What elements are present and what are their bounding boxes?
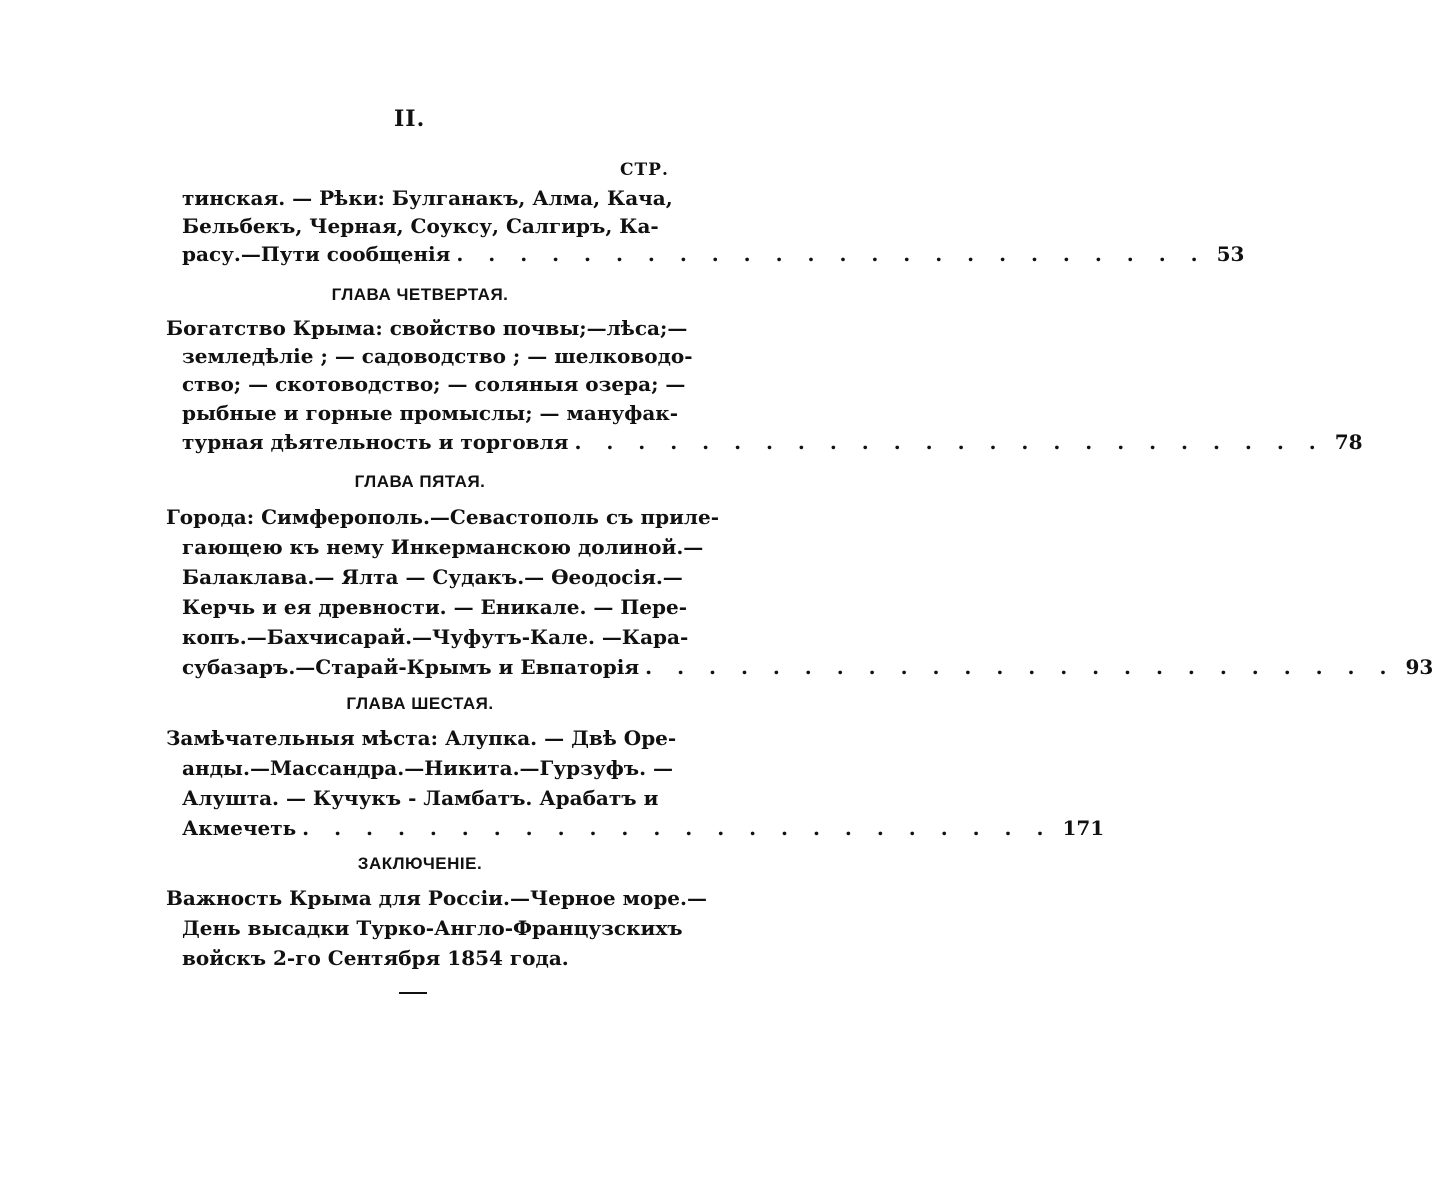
toc-entry-line: рыбные и горные промыслы; — мануфак- (182, 401, 679, 425)
dot-leader: . . . . . . . . . . . . . . . . . . . . . . . . (574, 430, 1325, 454)
page-column-label: СТР. (620, 160, 669, 180)
toc-entry-text: расу.—Пути сообщенія (182, 242, 451, 266)
toc-page-ref: 93 (1405, 655, 1433, 679)
toc-entry-last-line (182, 240, 1245, 268)
chapter-heading: ЗАКЛЮЧЕНІЕ. (357, 854, 483, 873)
toc-entry-text: Акмечеть (182, 816, 297, 840)
chapter-heading: ГЛАВА ПЯТАЯ. (354, 472, 486, 491)
dot-leader: . . . . . . . . . . . . . . . . . . . . . . . . (456, 242, 1207, 266)
toc-entry-last-line (182, 653, 1433, 681)
chapter-heading: ГЛАВА ЧЕТВЕРТАЯ. (331, 285, 509, 304)
toc-entry-line: анды.—Массандра.—Никита.—Гурзуфъ. — (182, 756, 674, 780)
toc-entry-line: Города: Симферополь.—Севастополь съ приле- (166, 505, 720, 529)
toc-entry-line: Важность Крыма для Россіи.—Черное море.— (166, 886, 707, 910)
toc-entry-line: земледѣліе ; — садоводство ; — шелководо- (182, 344, 693, 368)
toc-page-ref: 53 (1216, 242, 1245, 266)
toc-entry-line: Алушта. — Кучукъ - Ламбатъ. Арабатъ и (182, 786, 659, 810)
toc-page-ref: 78 (1334, 430, 1363, 454)
toc-entry-line: гающею къ нему Инкерманскою долиной.— (182, 535, 704, 559)
toc-entry-text: субазаръ.—Старай-Крымъ и Евпаторія (182, 655, 640, 679)
toc-page-ref: 171 (1062, 816, 1105, 840)
toc-entry-text: турная дѣятельность и торговля (182, 430, 569, 454)
toc-entry-line: копъ.—Бахчисарай.—Чуфутъ-Кале. —Кара- (182, 625, 689, 649)
toc-entry-last-line (182, 428, 1363, 456)
toc-entry-line: ство; — скотоводство; — соляныя озера; — (182, 372, 686, 396)
toc-entry-line: Замѣчательныя мѣста: Алупка. — Двѣ Оре- (166, 726, 677, 750)
toc-entry-line: Бельбекъ, Черная, Соуксу, Салгиръ, Ка- (182, 214, 659, 238)
closing-rule (399, 992, 427, 994)
toc-entry-line: войскъ 2-го Сентября 1854 года. (182, 946, 569, 970)
toc-entry-line: День высадки Турко-Англо-Французскихъ (182, 916, 683, 940)
dot-leader: . . . . . . . . . . . . . . . . . . . . . . . . (645, 655, 1396, 679)
toc-entry-line: тинская. — Рѣки: Булганакъ, Алма, Кача, (182, 186, 673, 210)
toc-entry-line: Керчь и ея древности. — Еникале. — Пере- (182, 595, 687, 619)
page-number: II. (394, 106, 426, 132)
toc-entry-last-line (182, 814, 1105, 842)
toc-entry-line: Балаклава.— Ялта — Судакъ.— Өеодосія.— (182, 565, 683, 589)
toc-entry-line: Богатство Крыма: свойство почвы;—лѣса;— (166, 316, 688, 340)
dot-leader: . . . . . . . . . . . . . . . . . . . . . . . . (302, 816, 1053, 840)
chapter-heading: ГЛАВА ШЕСТАЯ. (346, 694, 494, 713)
